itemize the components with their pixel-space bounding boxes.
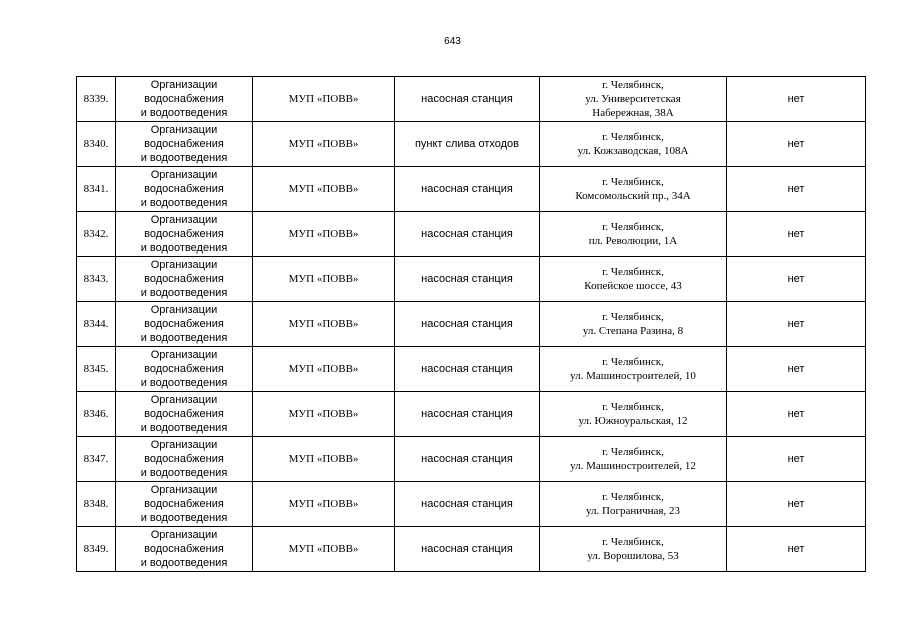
address-cell — [540, 527, 727, 572]
org-line: водоснабжения — [144, 408, 224, 420]
row-number-cell: 8345. — [77, 347, 116, 392]
note-cell: нет — [727, 302, 866, 347]
table-row — [77, 212, 866, 257]
org-line: водоснабжения — [144, 273, 224, 285]
org-line: и водоотведения — [140, 422, 228, 434]
note-cell: нет — [727, 122, 866, 167]
object-type-cell: насосная станция — [395, 257, 540, 302]
org-line: и водоотведения — [140, 557, 228, 569]
org-line: водоснабжения — [144, 453, 224, 465]
organization-type-cell — [116, 437, 253, 482]
registry-table-body — [77, 77, 866, 572]
org-line: Организации — [150, 214, 218, 226]
org-line: Организации — [150, 349, 218, 361]
org-line: и водоотведения — [140, 377, 228, 389]
owner-cell: МУП «ПОВВ» — [253, 527, 395, 572]
object-type-cell: насосная станция — [395, 77, 540, 122]
table-row — [77, 527, 866, 572]
object-type-cell: насосная станция — [395, 482, 540, 527]
object-type-cell: насосная станция — [395, 347, 540, 392]
address-line: ул. Пограничная, 23 — [586, 505, 680, 517]
organization-type-cell — [116, 212, 253, 257]
address-line: ул. Университетская — [585, 93, 681, 105]
address-line: г. Челябинск, — [602, 221, 664, 233]
address-line: пл. Революции, 1А — [588, 235, 678, 247]
org-line: водоснабжения — [144, 228, 224, 240]
table-row — [77, 437, 866, 482]
address-line: г. Челябинск, — [602, 266, 664, 278]
org-line: водоснабжения — [144, 498, 224, 510]
org-line: Организации — [150, 484, 218, 496]
address-cell — [540, 482, 727, 527]
row-number-cell: 8344. — [77, 302, 116, 347]
table-row — [77, 77, 866, 122]
organization-type-cell — [116, 482, 253, 527]
note-cell: нет — [727, 482, 866, 527]
row-number-cell: 8342. — [77, 212, 116, 257]
object-type-cell: насосная станция — [395, 302, 540, 347]
owner-cell: МУП «ПОВВ» — [253, 302, 395, 347]
address-line: г. Челябинск, — [602, 491, 664, 503]
org-line: Организации — [150, 394, 218, 406]
owner-cell: МУП «ПОВВ» — [253, 392, 395, 437]
org-line: и водоотведения — [140, 197, 228, 209]
object-type-cell: насосная станция — [395, 212, 540, 257]
address-cell — [540, 77, 727, 122]
address-line: ул. Степана Разина, 8 — [582, 325, 684, 337]
table-row — [77, 257, 866, 302]
organization-type-cell — [116, 302, 253, 347]
row-number-cell: 8339. — [77, 77, 116, 122]
address-line: г. Челябинск, — [602, 176, 664, 188]
note-cell: нет — [727, 257, 866, 302]
row-number-cell: 8347. — [77, 437, 116, 482]
org-line: и водоотведения — [140, 287, 228, 299]
table-row — [77, 347, 866, 392]
owner-cell: МУП «ПОВВ» — [253, 257, 395, 302]
org-line: водоснабжения — [144, 363, 224, 375]
org-line: Организации — [150, 529, 218, 541]
org-line: и водоотведения — [140, 512, 228, 524]
table-row — [77, 167, 866, 212]
address-line: ул. Машиностроителей, 10 — [570, 370, 696, 382]
note-cell: нет — [727, 212, 866, 257]
organization-type-cell — [116, 167, 253, 212]
address-cell — [540, 392, 727, 437]
address-line: Копейское шоссе, 43 — [584, 280, 682, 292]
organization-type-cell — [116, 77, 253, 122]
org-line: и водоотведения — [140, 107, 228, 119]
address-line: Комсомольский пр., 34А — [575, 190, 691, 202]
address-line: ул. Южноуральская, 12 — [578, 415, 688, 427]
owner-cell: МУП «ПОВВ» — [253, 167, 395, 212]
row-number-cell: 8346. — [77, 392, 116, 437]
address-cell — [540, 302, 727, 347]
organization-type-cell — [116, 527, 253, 572]
note-cell: нет — [727, 527, 866, 572]
address-line: Набережная, 38А — [592, 107, 674, 119]
org-line: водоснабжения — [144, 318, 224, 330]
owner-cell: МУП «ПОВВ» — [253, 347, 395, 392]
page-number: 643 — [444, 36, 461, 47]
note-cell: нет — [727, 77, 866, 122]
org-line: и водоотведения — [140, 152, 228, 164]
address-line: ул. Машиностроителей, 12 — [570, 460, 696, 472]
org-line: Организации — [150, 259, 218, 271]
org-line: и водоотведения — [140, 467, 228, 479]
address-cell — [540, 437, 727, 482]
address-cell — [540, 257, 727, 302]
table-row — [77, 302, 866, 347]
org-line: Организации — [150, 304, 218, 316]
organization-type-cell — [116, 347, 253, 392]
address-line: г. Челябинск, — [602, 131, 664, 143]
org-line: и водоотведения — [140, 242, 228, 254]
org-line: Организации — [150, 439, 218, 451]
owner-cell: МУП «ПОВВ» — [253, 482, 395, 527]
owner-cell: МУП «ПОВВ» — [253, 437, 395, 482]
object-type-cell: насосная станция — [395, 437, 540, 482]
org-line: водоснабжения — [144, 138, 224, 150]
org-line: водоснабжения — [144, 543, 224, 555]
address-cell — [540, 347, 727, 392]
owner-cell: МУП «ПОВВ» — [253, 212, 395, 257]
row-number-cell: 8348. — [77, 482, 116, 527]
address-line: г. Челябинск, — [602, 536, 664, 548]
registry-table — [76, 76, 866, 572]
organization-type-cell — [116, 122, 253, 167]
note-cell: нет — [727, 167, 866, 212]
table-row — [77, 122, 866, 167]
address-line: г. Челябинск, — [602, 401, 664, 413]
address-line: г. Челябинск, — [602, 311, 664, 323]
note-cell: нет — [727, 392, 866, 437]
note-cell: нет — [727, 347, 866, 392]
row-number-cell: 8340. — [77, 122, 116, 167]
address-line: г. Челябинск, — [602, 79, 664, 91]
address-line: г. Челябинск, — [602, 356, 664, 368]
row-number-cell: 8341. — [77, 167, 116, 212]
organization-type-cell — [116, 392, 253, 437]
org-line: Организации — [150, 79, 218, 91]
org-line: Организации — [150, 124, 218, 136]
org-line: Организации — [150, 169, 218, 181]
object-type-cell: насосная станция — [395, 167, 540, 212]
owner-cell: МУП «ПОВВ» — [253, 122, 395, 167]
address-line: г. Челябинск, — [602, 446, 664, 458]
row-number-cell: 8349. — [77, 527, 116, 572]
org-line: водоснабжения — [144, 183, 224, 195]
address-cell — [540, 167, 727, 212]
row-number-cell: 8343. — [77, 257, 116, 302]
owner-cell: МУП «ПОВВ» — [253, 77, 395, 122]
address-line: ул. Кожзаводская, 108А — [577, 145, 689, 157]
address-cell — [540, 122, 727, 167]
address-cell — [540, 212, 727, 257]
table-row — [77, 482, 866, 527]
object-type-cell: насосная станция — [395, 527, 540, 572]
table-row — [77, 392, 866, 437]
organization-type-cell — [116, 257, 253, 302]
object-type-cell: пункт слива отходов — [395, 122, 540, 167]
note-cell: нет — [727, 437, 866, 482]
address-line: ул. Ворошилова, 53 — [587, 550, 679, 562]
object-type-cell: насосная станция — [395, 392, 540, 437]
org-line: и водоотведения — [140, 332, 228, 344]
org-line: водоснабжения — [144, 93, 224, 105]
